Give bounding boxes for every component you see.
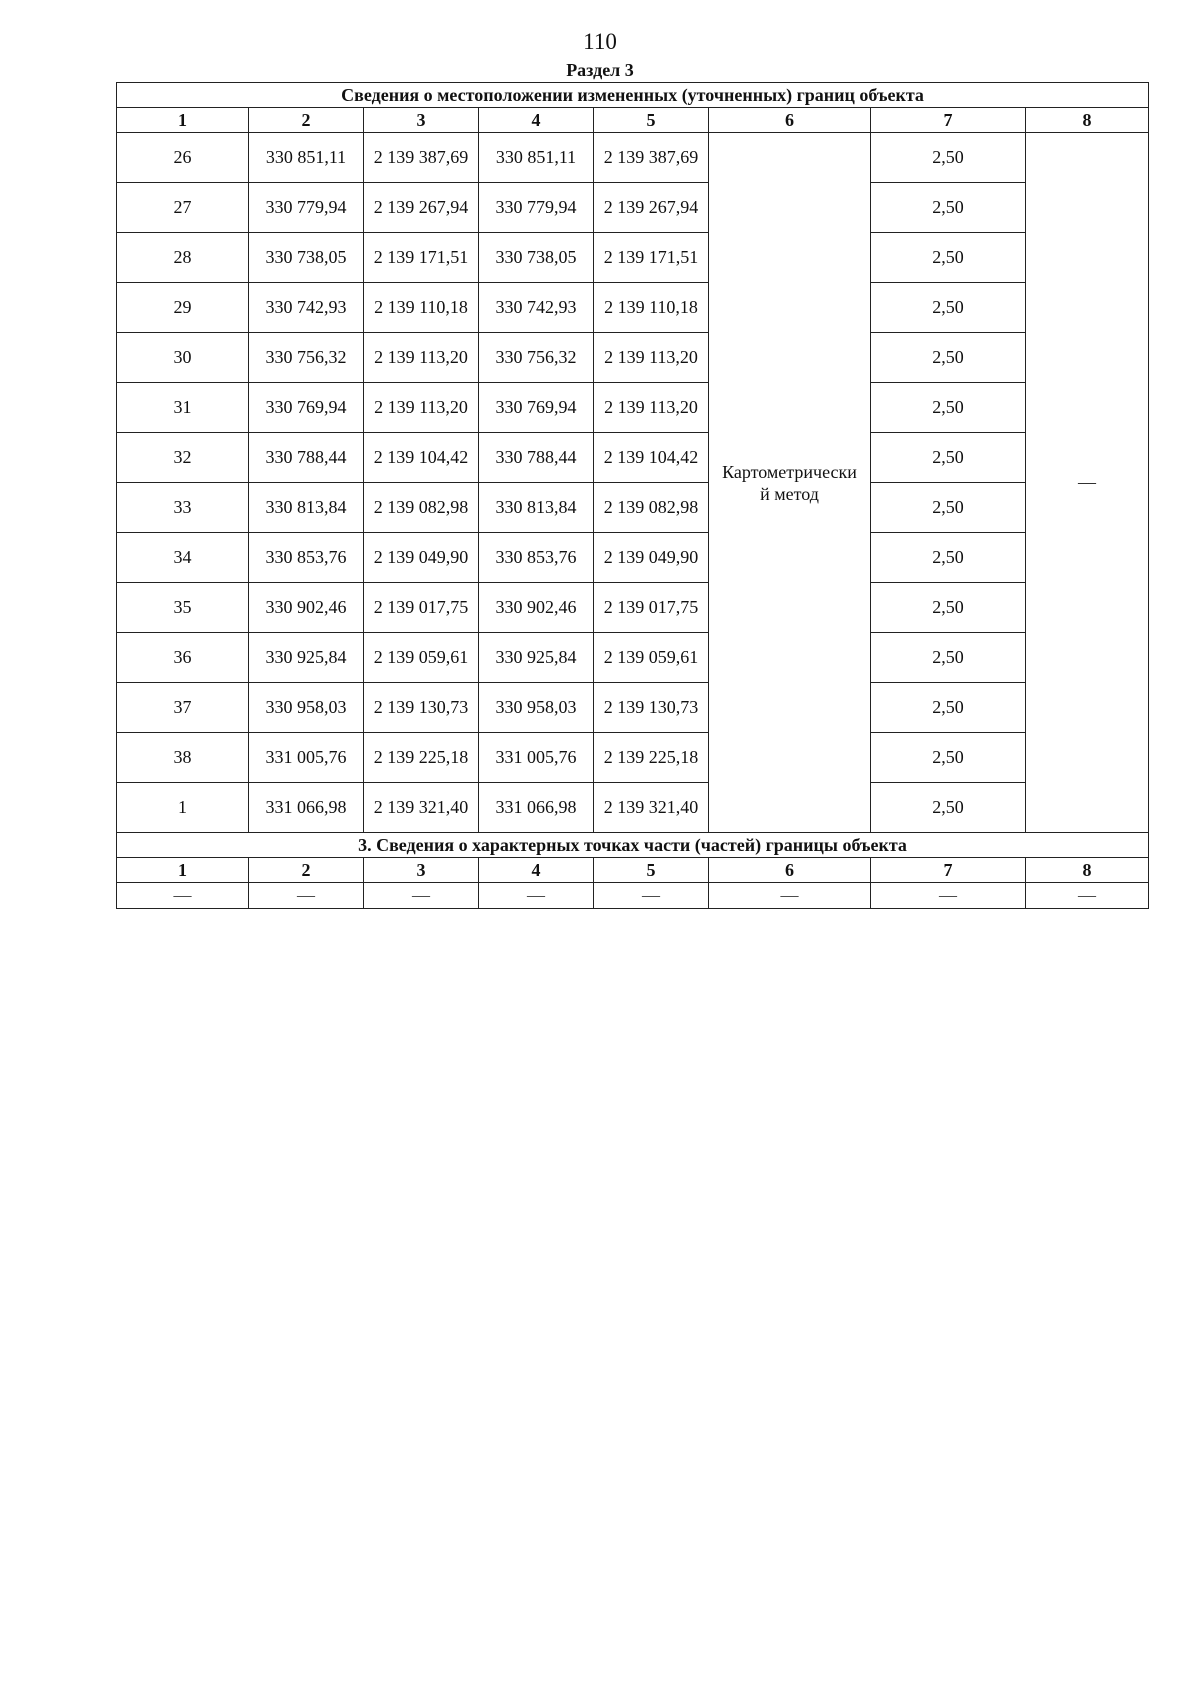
dash-cell: — <box>249 883 364 909</box>
method-line-2: й метод <box>760 483 819 504</box>
table-cell: 330 788,44 <box>249 433 364 483</box>
table-cell: 2 139 113,20 <box>364 383 479 433</box>
table-cell: 2 139 387,69 <box>364 133 479 183</box>
table-cell: 2 139 267,94 <box>364 183 479 233</box>
table-cell: 2,50 <box>871 783 1026 833</box>
table-cell: 330 958,03 <box>249 683 364 733</box>
column-number: 7 <box>871 108 1026 133</box>
table-cell: 2,50 <box>871 633 1026 683</box>
table-cell: 2 139 225,18 <box>364 733 479 783</box>
table-cell: 330 925,84 <box>249 633 364 683</box>
method-line-1: Картометрически <box>722 461 857 482</box>
table-cell: 330 779,94 <box>479 183 594 233</box>
table-cell: 2 139 059,61 <box>364 633 479 683</box>
column-number: 1 <box>117 108 249 133</box>
table-row <box>117 633 1149 683</box>
table-cell: 330 738,05 <box>479 233 594 283</box>
table-cell: 33 <box>117 483 249 533</box>
table-cell: 2,50 <box>871 583 1026 633</box>
table-cell: 2,50 <box>871 133 1026 183</box>
table-cell: 1 <box>117 783 249 833</box>
table-cell: 2,50 <box>871 683 1026 733</box>
table-cell: 37 <box>117 683 249 733</box>
table-cell: 32 <box>117 433 249 483</box>
column-number: 8 <box>1026 858 1149 883</box>
table-row <box>117 583 1149 633</box>
column-number: 3 <box>364 108 479 133</box>
method-cell <box>709 133 871 833</box>
table-cell: 2 139 110,18 <box>364 283 479 333</box>
table-cell: 2,50 <box>871 383 1026 433</box>
table-cell: 38 <box>117 733 249 783</box>
table-cell: 330 756,32 <box>249 333 364 383</box>
table-cell: 331 066,98 <box>479 783 594 833</box>
table-cell: 2 139 017,75 <box>594 583 709 633</box>
table-cell: 2 139 017,75 <box>364 583 479 633</box>
table1-title-row <box>117 83 1149 108</box>
table-row <box>117 283 1149 333</box>
table-cell: 330 769,94 <box>479 383 594 433</box>
table-cell: 2,50 <box>871 183 1026 233</box>
table-row <box>117 783 1149 833</box>
table-cell: 30 <box>117 333 249 383</box>
table-cell: 330 902,46 <box>249 583 364 633</box>
table-cell: 331 005,76 <box>479 733 594 783</box>
table-cell: 330 742,93 <box>249 283 364 333</box>
table-cell: 31 <box>117 383 249 433</box>
table-cell: 2 139 225,18 <box>594 733 709 783</box>
table-cell: 28 <box>117 233 249 283</box>
table-cell: 330 851,11 <box>479 133 594 183</box>
table-cell: 2,50 <box>871 233 1026 283</box>
dash-cell: — <box>594 883 709 909</box>
column-number: 8 <box>1026 108 1149 133</box>
column-number: 6 <box>709 108 871 133</box>
table-row <box>117 883 1149 909</box>
table-cell: 27 <box>117 183 249 233</box>
table-cell: 2 139 171,51 <box>364 233 479 283</box>
table-cell: 2 139 082,98 <box>594 483 709 533</box>
page-number: 110 <box>583 29 617 54</box>
table-cell: 2 139 130,73 <box>594 683 709 733</box>
table2-title-row <box>117 833 1149 858</box>
table-cell: 2 139 113,20 <box>364 333 479 383</box>
table-cell: 330 738,05 <box>249 233 364 283</box>
table-cell: 330 958,03 <box>479 683 594 733</box>
table-row <box>117 433 1149 483</box>
column-number: 1 <box>117 858 249 883</box>
table-cell: 330 813,84 <box>249 483 364 533</box>
table-cell: 2,50 <box>871 433 1026 483</box>
table-cell: 35 <box>117 583 249 633</box>
table-cell: 330 779,94 <box>249 183 364 233</box>
table-cell: 2,50 <box>871 533 1026 583</box>
column-number: 5 <box>594 858 709 883</box>
table-cell: 2 139 082,98 <box>364 483 479 533</box>
table-row <box>117 333 1149 383</box>
table-cell: 2 139 049,90 <box>594 533 709 583</box>
table2-column-numbers <box>117 858 1149 883</box>
column-number: 2 <box>249 108 364 133</box>
table-cell: 2 139 267,94 <box>594 183 709 233</box>
table-cell: 34 <box>117 533 249 583</box>
table-cell: 2,50 <box>871 483 1026 533</box>
column-number: 2 <box>249 858 364 883</box>
table-cell: 2,50 <box>871 283 1026 333</box>
table-cell: 330 756,32 <box>479 333 594 383</box>
table-cell: 36 <box>117 633 249 683</box>
table-row <box>117 483 1149 533</box>
dash-cell: — <box>364 883 479 909</box>
table-cell: 331 005,76 <box>249 733 364 783</box>
column-number: 4 <box>479 108 594 133</box>
table-cell: 330 853,76 <box>249 533 364 583</box>
dash-cell: — <box>1026 883 1149 909</box>
table-cell: 2 139 104,42 <box>594 433 709 483</box>
table-row <box>117 133 1149 183</box>
table-cell: 2 139 321,40 <box>594 783 709 833</box>
table-cell: 330 853,76 <box>479 533 594 583</box>
col8-cell: — <box>1026 133 1149 833</box>
column-number: 5 <box>594 108 709 133</box>
table-cell: 2 139 387,69 <box>594 133 709 183</box>
dash-cell: — <box>117 883 249 909</box>
table-row <box>117 733 1149 783</box>
column-number: 7 <box>871 858 1026 883</box>
table-cell: 2 139 171,51 <box>594 233 709 283</box>
table-cell: 2 139 113,20 <box>594 383 709 433</box>
table-cell: 330 851,11 <box>249 133 364 183</box>
table-row <box>117 183 1149 233</box>
table-cell: 2,50 <box>871 333 1026 383</box>
table1-column-numbers <box>117 108 1149 133</box>
boundary-table <box>116 82 1149 909</box>
table-cell: 330 788,44 <box>479 433 594 483</box>
table-cell: 330 813,84 <box>479 483 594 533</box>
table-cell: 330 902,46 <box>479 583 594 633</box>
column-number: 6 <box>709 858 871 883</box>
table-row <box>117 533 1149 583</box>
table2-title: 3. Сведения о характерных точках части (частей) границы объекта <box>117 833 1149 858</box>
dash-cell: — <box>709 883 871 909</box>
table-row <box>117 233 1149 283</box>
dash-cell: — <box>871 883 1026 909</box>
table-row <box>117 383 1149 433</box>
table-cell: 2 139 059,61 <box>594 633 709 683</box>
table-row <box>117 683 1149 733</box>
table-cell: 2 139 130,73 <box>364 683 479 733</box>
section-title: Раздел 3 <box>566 60 634 80</box>
dash-cell: — <box>479 883 594 909</box>
table-cell: 2 139 321,40 <box>364 783 479 833</box>
table-cell: 2 139 049,90 <box>364 533 479 583</box>
table-cell: 331 066,98 <box>249 783 364 833</box>
table-cell: 2,50 <box>871 733 1026 783</box>
column-number: 4 <box>479 858 594 883</box>
table-cell: 2 139 104,42 <box>364 433 479 483</box>
column-number: 3 <box>364 858 479 883</box>
table-cell: 26 <box>117 133 249 183</box>
table-cell: 330 769,94 <box>249 383 364 433</box>
table-cell: 330 925,84 <box>479 633 594 683</box>
table-cell: 2 139 110,18 <box>594 283 709 333</box>
table-cell: 29 <box>117 283 249 333</box>
table-cell: 330 742,93 <box>479 283 594 333</box>
table-cell: 2 139 113,20 <box>594 333 709 383</box>
table1-title: Сведения о местоположении измененных (уточненных) границ объекта <box>117 83 1149 108</box>
